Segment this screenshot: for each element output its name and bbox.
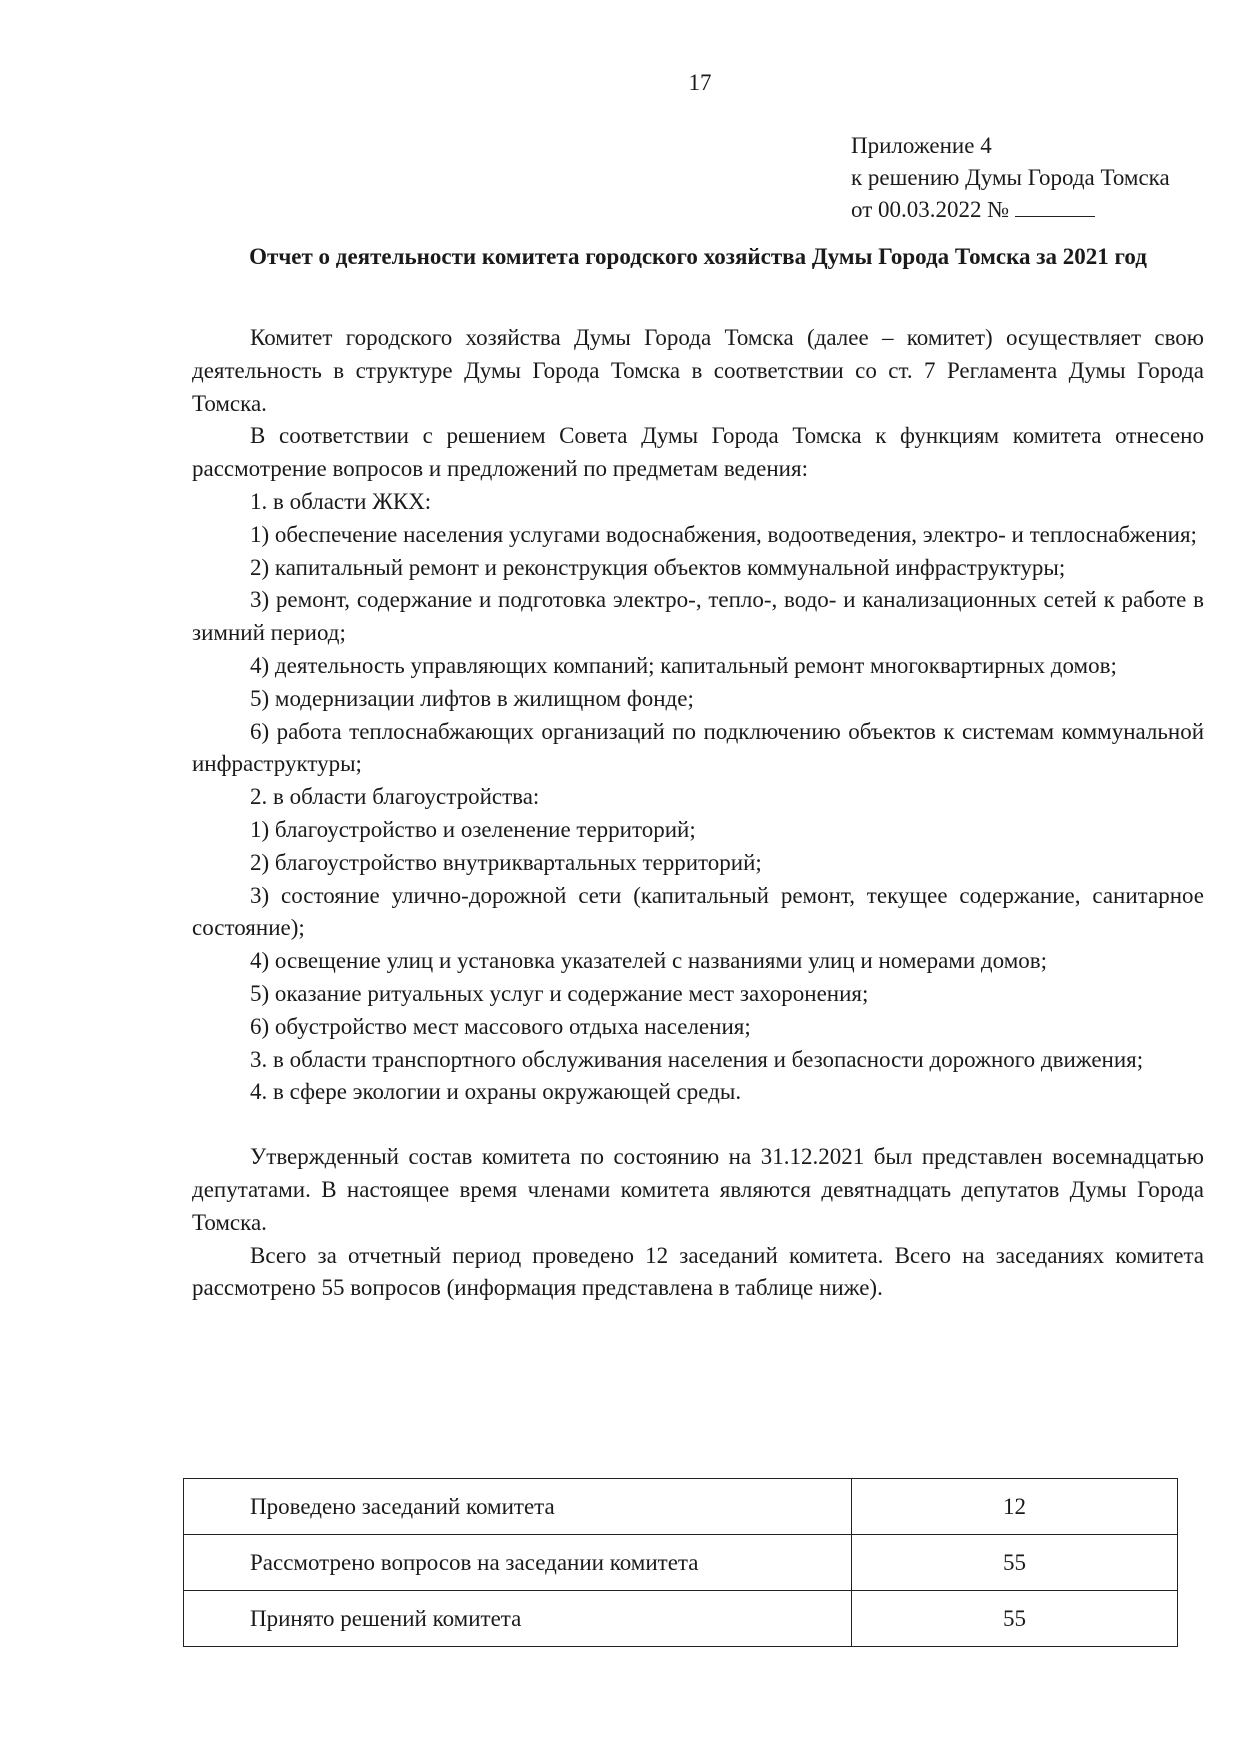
page-number: 17: [688, 70, 712, 95]
table-cell-label: Принято решений комитета: [184, 1591, 852, 1647]
list-item: 1) благоустройство и озеленение территорий;: [250, 816, 696, 842]
list-item: 2) благоустройство внутриквартальных территорий;: [250, 849, 762, 875]
list-item: 6) работа теплоснабжающих организаций по подключению объектов к системам коммунальной инфраструктуры;: [192, 718, 1204, 777]
appendix-line: [851, 194, 1170, 226]
table-row: [184, 1535, 1178, 1591]
list-item: 1. в области ЖКХ:: [250, 488, 432, 514]
list-item: 2. в области благоустройства:: [250, 784, 540, 810]
appendix-line: Приложение 4: [851, 133, 992, 158]
number-blank: [1015, 196, 1095, 217]
paragraph: Комитет городского хозяйства Думы Города Томска (далее – комитет) осуществляет свою деятельность в структуре Думы Города Томска в соответствии со ст. 7 Регламента Думы Города Томска.: [192, 325, 1204, 416]
list-item: 5) модернизации лифтов в жилищном фонде;: [250, 685, 694, 711]
list-item: 3. в области транспортного обслуживания населения и безопасности дорожного движения;: [250, 1046, 1144, 1072]
appendix-date: от 00.03.2022 №: [851, 197, 1010, 222]
list-item: 3) ремонт, содержание и подготовка электро-, тепло-, водо- и канализационных сетей к работе в зимний период;: [192, 587, 1204, 646]
table-row: [184, 1591, 1178, 1647]
table-row: [184, 1479, 1178, 1535]
paragraph: Всего за отчетный период проведено 12 заседаний комитета. Всего на заседаниях комитета рассмотрено 55 вопросов (информация представлена в таблице ниже).: [192, 1242, 1204, 1301]
appendix-line: к решению Думы Города Томска: [851, 165, 1170, 190]
table-cell-label: Рассмотрено вопросов на заседании комитета: [184, 1535, 852, 1591]
appendix-header: [851, 130, 1170, 226]
document-body: [192, 322, 1204, 1305]
list-item: 4) деятельность управляющих компаний; капитальный ремонт многоквартирных домов;: [250, 652, 1117, 678]
summary-table: [183, 1478, 1178, 1647]
table-cell-value: 12: [852, 1479, 1178, 1535]
list-item: 6) обустройство мест массового отдыха населения;: [250, 1013, 751, 1039]
list-item: 4) освещение улиц и установка указателей с названиями улиц и номерами домов;: [250, 948, 1048, 974]
paragraph: Утвержденный состав комитета по состоянию на 31.12.2021 был представлен восемнадцатью депутатами. В настоящее время членами комитета являются девятнадцать депутатов Думы Города Томска.: [192, 1144, 1204, 1235]
list-item: 1) обеспечение населения услугами водоснабжения, водоотведения, электро- и теплоснабжения;: [250, 521, 1197, 547]
document-title: Отчет о деятельности комитета городского хозяйства Думы Города Томска за 2021 год: [249, 244, 1147, 269]
table-cell-value: 55: [852, 1535, 1178, 1591]
list-item: 3) состояние улично-дорожной сети (капитальный ремонт, текущее содержание, санитарное состояние);: [192, 882, 1204, 941]
paragraph: В соответствии с решением Совета Думы Города Томска к функциям комитета отнесено рассмотрение вопросов и предложений по предметам ведения:: [192, 423, 1204, 482]
table-cell-label: Проведено заседаний комитета: [184, 1479, 852, 1535]
list-item: 2) капитальный ремонт и реконструкция объектов коммунальной инфраструктуры;: [250, 554, 1066, 580]
list-item: 5) оказание ритуальных услуг и содержание мест захоронения;: [250, 980, 869, 1006]
list-item: 4. в сфере экологии и охраны окружающей среды.: [250, 1079, 742, 1105]
table-cell-value: 55: [852, 1591, 1178, 1647]
